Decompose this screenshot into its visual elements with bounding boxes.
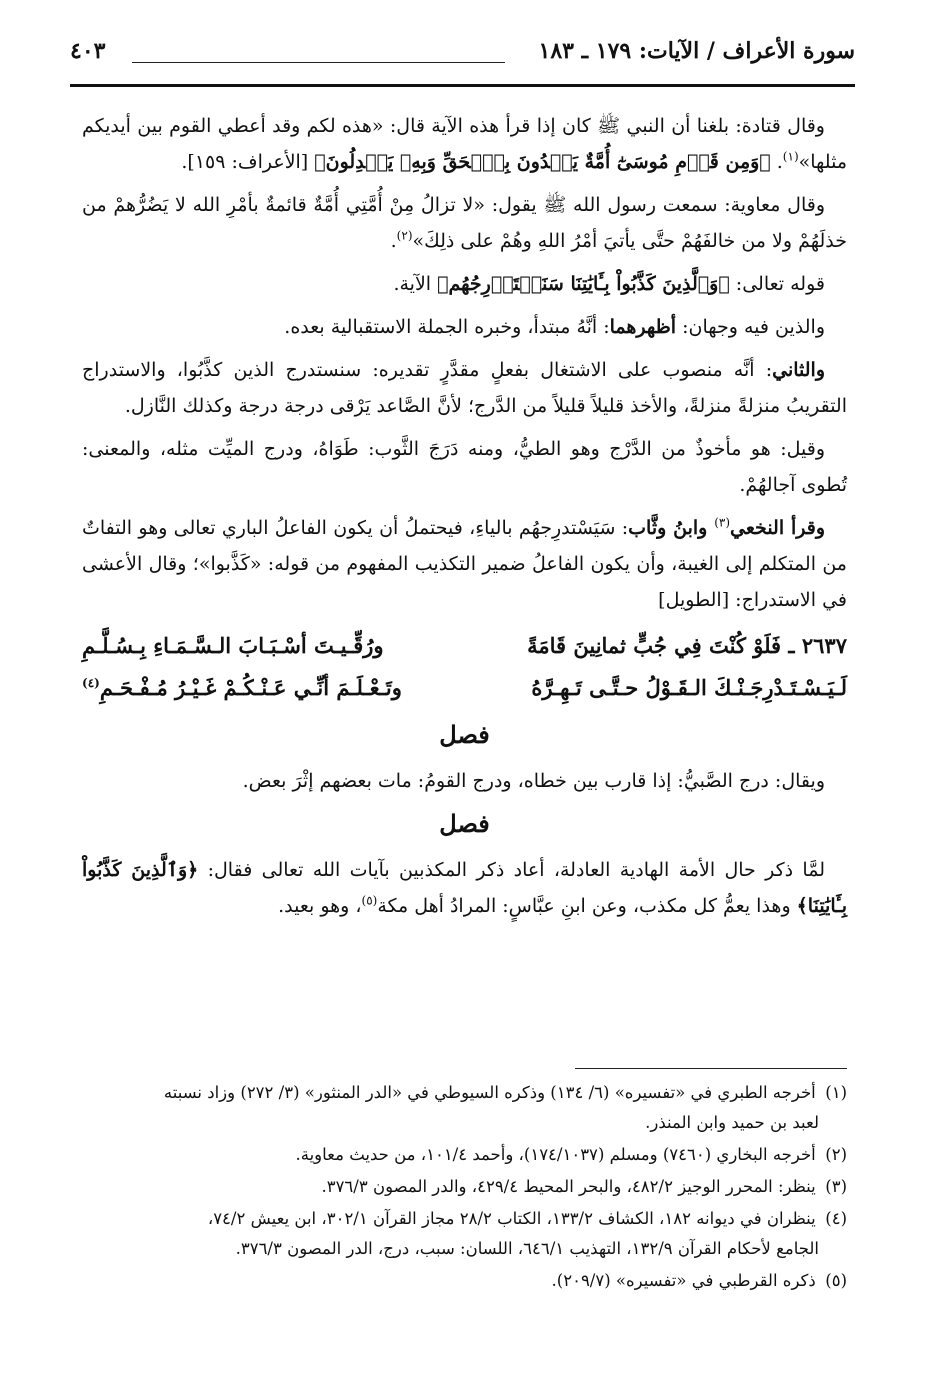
verse-reference: [الأعراف: ١٥٩]. [181,151,315,173]
footnote-text: ذكره القرطبي في «تفسيره» (٢٠٩/٧). [551,1271,816,1290]
paragraph-deniers [82,852,847,924]
bold-term: وقرأ النخعي [730,517,825,539]
quran-verse: ﴿وَٱلَّذِينَ كَذَّبُواْ بِـَٔايَٰتِنَا﴾ [82,859,847,917]
paragraph-text: وقال قتادة: بلغنا أن النبي ﷺ كان إذا قرأ هذه الآية قال: «هذه لكم وقد أعطي القوم بين أيديكم مثلها» [82,115,847,173]
paragraph-text: ، وهو بعيد. [278,895,362,917]
header-rule [132,62,505,63]
paragraph-text: : أنَّه منصوب على الاشتغال بفعلٍ مقدَّرٍ تقديره: سنستدرج الذين كذَّبُوا، والاستدراج التقريبُ منزلةً منزلةً، والأخذ قليلاً قليلاً من الدَّرج؛ لأنَّ الصَّاعد يَرْقى درجة درجة وكذلك النَّازل. [82,359,847,417]
quran-verse: ﴿وَٱلَّذِينَ كَذَّبُواْ بِـَٔايَٰتِنَا سَنَسۡتَدۡرِجُهُم﴾ [437,273,730,295]
quran-verse: ﴿وَمِن قَوۡمِ مُوسَىٰٓ أُمَّةٌ يَهۡدُونَ بِٱلۡحَقِّ وَبِهِۦ يَعۡدِلُونَ﴾ [314,151,771,173]
paragraph-text: وقال معاوية: سمعت رسول الله ﷺ يقول: «لا تزالُ مِنْ أُمَّتِي أُمَّةٌ قائمةٌ بأمْرِ الله لا يَضُرُّهمْ من خذلَهُمْ ولا من خالفَهُمْ حتَّى يأتيَ أمْرُ اللهِ وهُمْ على ذلِكَ» [82,194,847,252]
poem-text: وتَـعْـلَـمَ أنِّـي عَـنْـكُـمْ غَـيْـرُ مُـفْـحَـمِ [99,675,402,700]
paragraph-text: : سَيَسْتدرِجهُم بالياءِ، فيحتملُ أن يكون الفاعلُ الباري تعالى وهو التفاتٌ من المتكلم إلى الغيبة، وأن يكون الفاعلُ ضمير التكذيب المفهوم من قوله: «كَذَّبوا»؛ وقال الأعشى في الاستدراج: [الطويل] [82,517,847,611]
paragraph-second-aspect [82,352,847,424]
bold-term: وابنُ وثَّاب [628,517,715,539]
paragraph-text: وقيل: هو مأخوذٌ من الدَّرْج وهو الطيُّ، ومنه دَرَجَ الثَّوب: طَوَاهُ، ودرج الميِّت مثله، والمعنى: تُطوى آجالهُمْ. [82,438,847,496]
header-divider [70,84,855,87]
poem-hemistich: ورُقِّـيـتَ أسْـبَـابَ الـسَّـمَـاءِ بِـسُـلَّـمِ [82,633,384,658]
poem-line [82,625,847,667]
punct: . [390,230,397,252]
poem-hemistich: ٢٦٣٧ ـ فَلَوْ كُنْتَ فِي جُبٍّ ثمانِينَ قَامَةً [527,633,847,658]
footnote-text: أخرجه البخاري (٧٤٦٠) ومسلم (١٧٤/١٠٣٧)، وأحمد ١٠١/٤، من حديث معاوية. [295,1145,816,1164]
paragraph-text: قوله تعالى: [729,273,825,295]
footnote [80,1204,847,1264]
poem-hemistich [82,667,419,709]
main-text [82,108,847,931]
footnote [80,1266,847,1296]
footnote-text: أخرجه الطبري في «تفسيره» (٦/ ١٣٤) وذكره السيوطي في «الدر المنثور» (٣/ ٢٧٢) وزاد نسبته [163,1083,816,1102]
bold-term: أظهرهما [609,316,677,338]
footnote-ref-4: (٤) [82,676,100,690]
paragraph-yuqal [82,763,847,799]
poem-line [82,667,847,709]
paragraph-two-aspects [82,309,847,345]
footnote-number: (٤) [825,1209,847,1228]
paragraph-verse-quote [82,266,847,302]
footnote [80,1140,847,1170]
paragraph-text: : أنَّهُ مبتدأ، وخبره الجملة الاستقبالية بعده. [284,316,610,338]
poem-verse [82,625,847,709]
footnote-number: (١) [825,1083,847,1102]
section-heading: فصل [439,720,490,749]
footnote-continuation: لعبد بن حميد وابن المنذر. [645,1113,819,1132]
footnote-text: ينظران في ديوانه ١٨٢، الكشاف ١٣٣/٢، الكتاب ٢٨/٢ مجاز القرآن ٣٠٢/١، ابن يعيش ٧٤/٢، [207,1209,816,1228]
footnote-text: ينظر: المحرر الوجيز ٤٨٢/٢، والبحر المحيط ٤٢٩/٤، والدر المصون ٣٧٦/٣. [321,1177,816,1196]
paragraph-text: والذين فيه وجهان: [676,316,825,338]
section-heading: فصل [439,809,490,838]
running-title: سورة الأعراف / الآيات: ١٧٩ ـ ١٨٣ [538,38,855,64]
footnote-ref-3: (٣) [714,515,731,530]
paragraph-text: الآية. [393,273,438,295]
paragraph-derivation [82,431,847,503]
paragraph-qatada [82,108,847,180]
footnote-number: (٢) [825,1145,847,1164]
paragraph-text: ويقال: درج الصَّبيُّ: إذا قارب بين خطاه، ودرج القومُ: مات بعضهم إثْرَ بعض. [242,770,825,792]
page-header [70,38,855,88]
footnote-separator [575,1068,847,1069]
paragraph-reading [82,510,847,618]
paragraph-text: وهذا يعمُّ كل مكذب، وعن ابنِ عبَّاسٍ: المرادُ أهل مكة [377,895,797,917]
footnote [80,1172,847,1202]
footnote-continuation: الجامع لأحكام القرآن ١٣٢/٩، التهذيب ٦٤٦/١، اللسان: سبب، درج، الدر المصون ٣٧٦/٣. [235,1239,819,1258]
footnote-ref-1: (١) [782,149,799,164]
footnotes [80,1078,847,1298]
paragraph-text: لمَّا ذكر حال الأمة الهادية العادلة، أعاد ذكر المكذبين بآيات الله تعالى فقال: [198,859,825,881]
footnote-number: (٥) [825,1271,847,1290]
bold-term: والثاني [772,359,825,381]
footnote [80,1078,847,1138]
punct: . [776,151,783,173]
page-number: ٤٠٣ [70,38,106,64]
footnote-ref-5: (٥) [361,893,378,908]
footnote-number: (٣) [825,1177,847,1196]
poem-hemistich: لَـيَـسْـتَـدْرِجَـنْـكَ الـقَـوْلُ حـتَّـى تَـهِـرَّهُ [531,675,847,700]
footnote-ref-2: (٢) [396,228,413,243]
paragraph-muawiya [82,187,847,259]
